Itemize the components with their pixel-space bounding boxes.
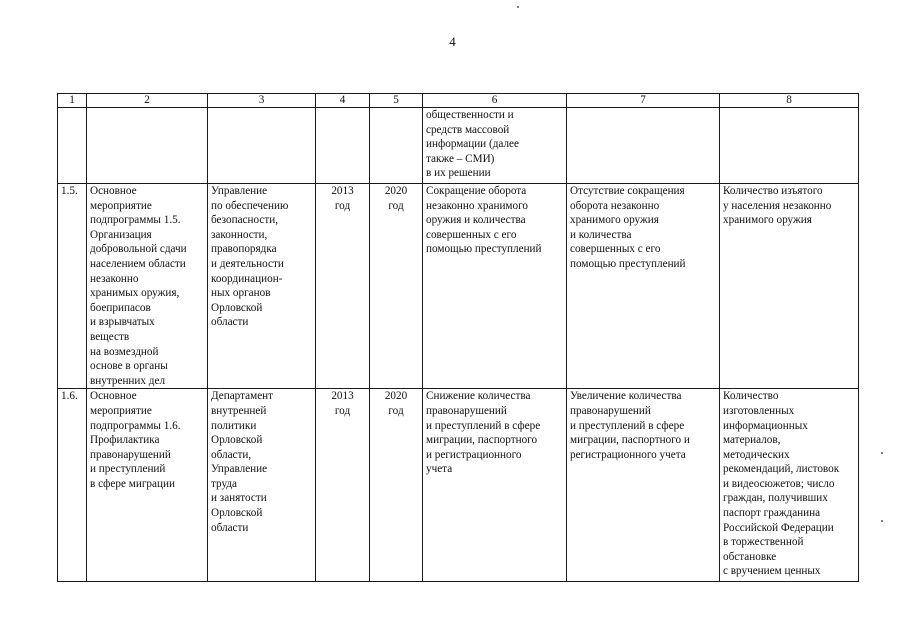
event-cell: Основное мероприятие подпрограммы 1.6. Профилактика правонарушений и преступлений в сфере миграции: [87, 389, 208, 582]
consequence-cell: Увеличение количества правонарушений и преступлений в сфере миграции, паспортного и регистрационного учета: [567, 389, 720, 582]
page-number: 4: [449, 34, 456, 49]
expected-result-cell: Снижение количества правонарушений и преступлений в сфере миграции, паспортного и регистрационного учета: [423, 389, 567, 582]
row-number-cell: 1.5.: [58, 184, 87, 389]
end-year-cell: 2020 год: [370, 184, 423, 389]
executor-cell: [208, 108, 316, 184]
consequence-cell: Отсутствие сокращения оборота незаконно хранимого оружия и количества совершенных с его помощью преступлений: [567, 184, 720, 389]
indicator-cell: [720, 108, 859, 184]
table-row: [58, 389, 859, 582]
start-year-cell: 2013 год: [316, 184, 370, 389]
table-row: [58, 108, 859, 184]
column-header: 7: [567, 94, 720, 108]
indicator-cell: Количество изъятого у населения незаконно хранимого оружия: [720, 184, 859, 389]
activities-table: [57, 93, 859, 582]
column-header: 2: [87, 94, 208, 108]
column-header: 4: [316, 94, 370, 108]
scan-speck-right-lower: [881, 520, 883, 522]
column-header: 5: [370, 94, 423, 108]
scan-speck-right: [881, 452, 883, 454]
event-cell: Основное мероприятие подпрограммы 1.5. Организация добровольной сдачи населением области незаконно хранимых оружия, боеприпасов и взрывчатых веществ на возмездной основе в органы внутренних дел: [87, 184, 208, 389]
column-header: 1: [58, 94, 87, 108]
end-year-cell: [370, 108, 423, 184]
executor-cell: Управление по обеспечению безопасности, законности, правопорядка и деятельности координацион- ных органов Орловской области: [208, 184, 316, 389]
start-year-cell: 2013 год: [316, 389, 370, 582]
executor-cell: Департамент внутренней политики Орловской области, Управление труда и занятости Орловской области: [208, 389, 316, 582]
column-header: 8: [720, 94, 859, 108]
end-year-cell: 2020 год: [370, 389, 423, 582]
expected-result-cell: Сокращение оборота незаконно хранимого оружия и количества совершенных с его помощью преступлений: [423, 184, 567, 389]
start-year-cell: [316, 108, 370, 184]
scan-speck-top: [517, 6, 519, 8]
consequence-cell: [567, 108, 720, 184]
row-number-cell: 1.6.: [58, 389, 87, 582]
indicator-cell: Количество изготовленных информационных материалов, методических рекомендаций, листовок и видеосюжетов; число граждан, получивших паспорт гражданина Российской Федерации в торжественной обстановке с вручением ценных: [720, 389, 859, 582]
column-header: 3: [208, 94, 316, 108]
column-header: 6: [423, 94, 567, 108]
row-number-cell: [58, 108, 87, 184]
expected-result-cell: общественности и средств массовой информации (далее также – СМИ) в их решении: [423, 108, 567, 184]
table-header-row: [58, 94, 859, 108]
table-row: [58, 184, 859, 389]
event-cell: [87, 108, 208, 184]
